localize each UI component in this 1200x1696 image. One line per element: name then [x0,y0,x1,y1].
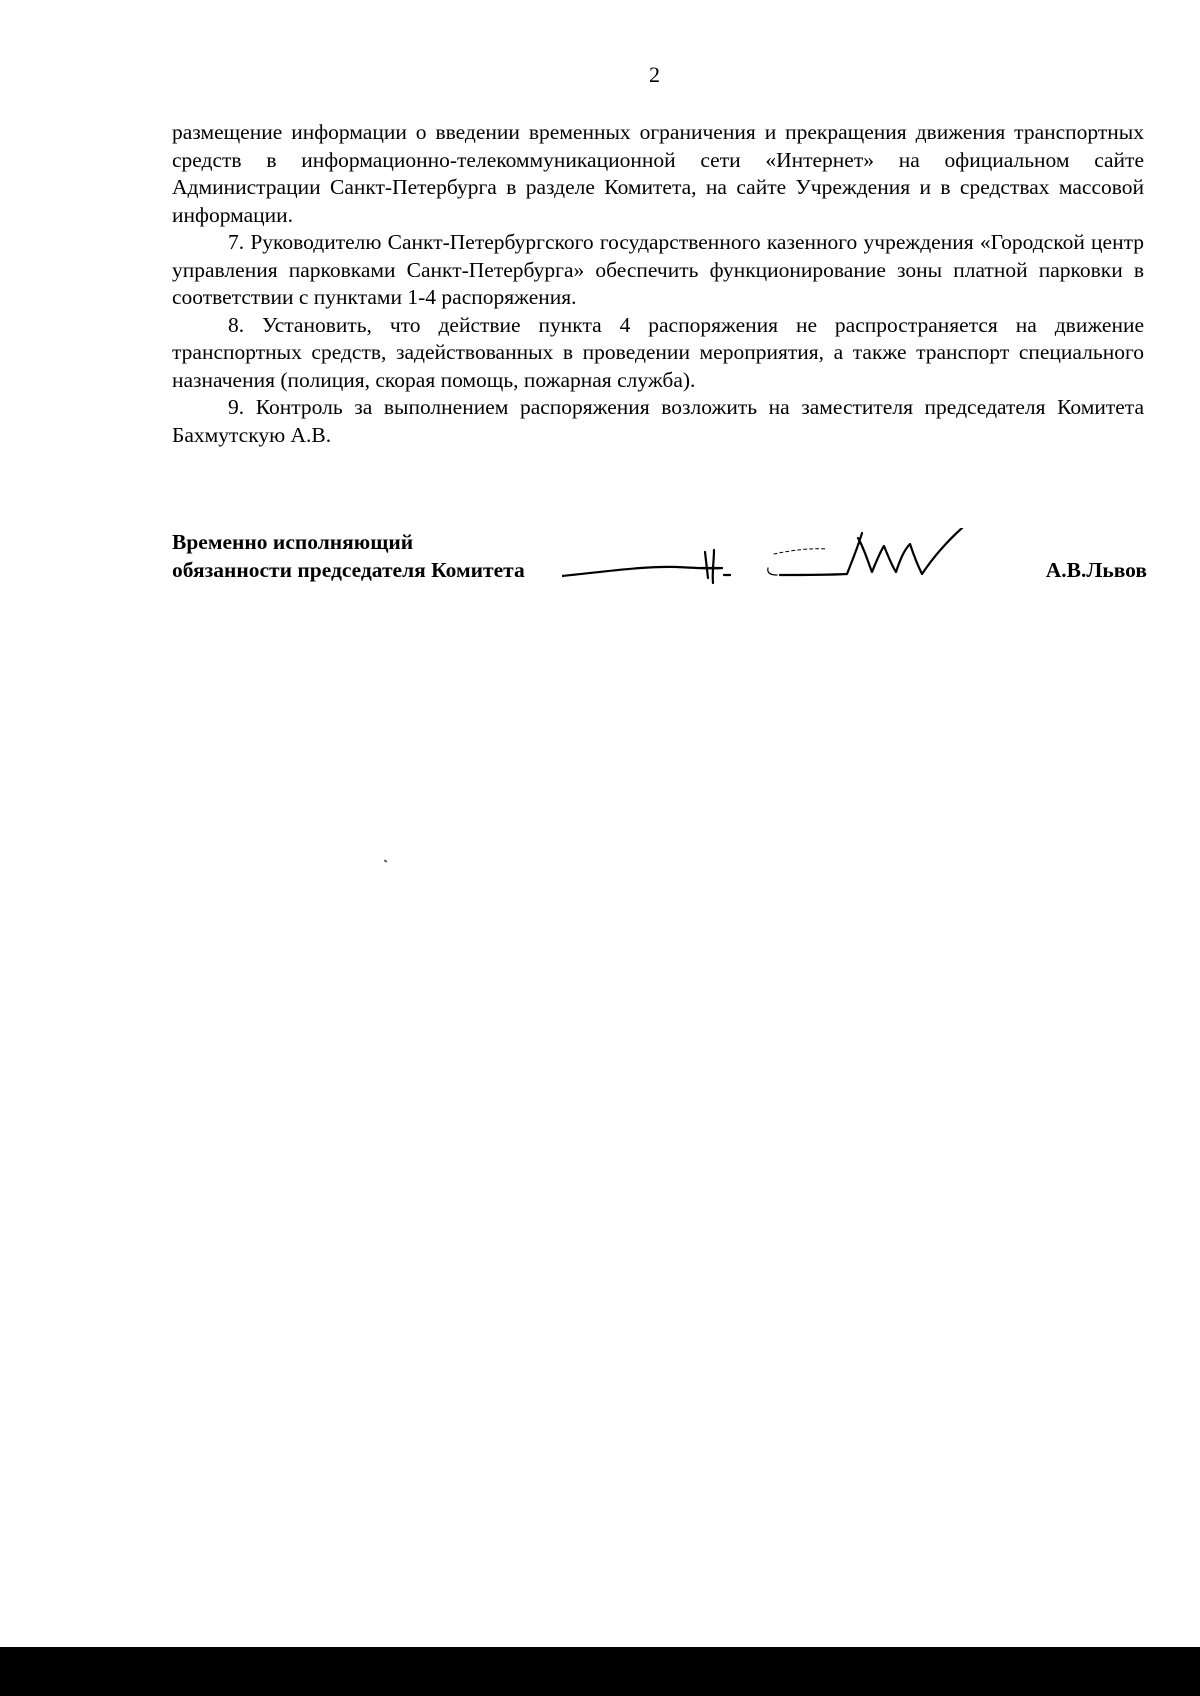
signer-title [172,528,525,584]
paragraph-continuation: размещение информации о введении временных ограничения и прекращения движения транспортных средств в информационно-телекоммуникационной сети «Интернет» на официальном сайте Администрации Санкт-Петербурга в разделе Комитета, на сайте Учреждения и в средствах массовой информации. [172,120,1144,227]
signer-title-line-1: Временно исполняющий [172,530,414,554]
paragraph-item-9: 9. Контроль за выполнением распоряжения возложить на заместителя председателя Комитета Бахмутскую А.В. [172,395,1144,447]
signer-title-line-2: обязанности председателя Комитета [172,558,525,582]
paragraph-item-7: 7. Руководителю Санкт-Петербургского государственного казенного учреждения «Городской центр управления парковками Санкт-Петербурга» обеспечить функционирование зоны платной парковки в соответствии с пунктами 1-4 распоряжения. [172,230,1144,309]
scan-bottom-border [0,1647,1200,1696]
document-body [172,119,1144,449]
signature-block [172,528,1147,588]
paragraph-item-8: 8. Установить, что действие пункта 4 распоряжения не распространяется на движение транспортных средств, задействованных в проведении мероприятия, а также транспорт специального назначения (полиция, скорая помощь, пожарная служба). [172,312,1144,392]
handwritten-signature [562,528,1122,598]
page-number: 2 [649,62,660,87]
scan-speck [384,859,388,862]
signer-name: А.В.Львов [1045,558,1147,582]
